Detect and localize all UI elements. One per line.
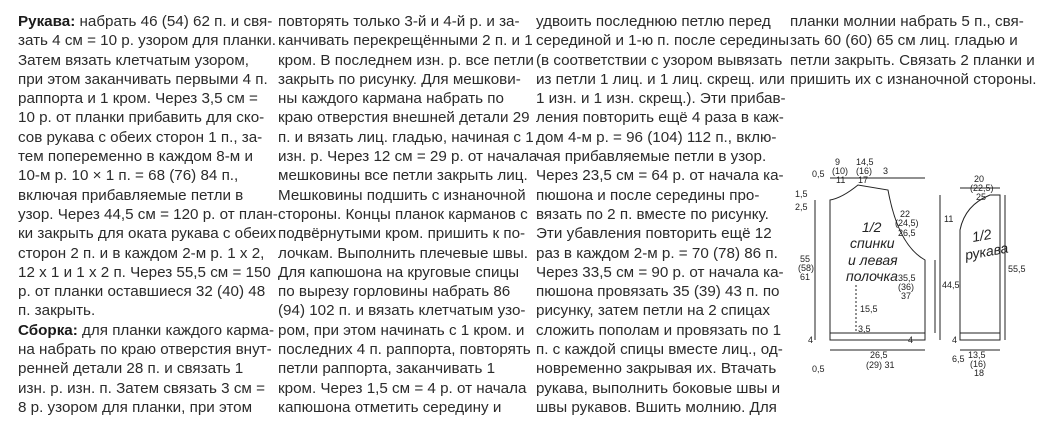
text-line: 12 х 1 и 1 х 2 п. Через 55,5 см = 150 bbox=[18, 263, 271, 281]
text-line: чая прибавляемые петли в узор. bbox=[536, 148, 767, 166]
text-line: раз в каждом 2-м р. = 70 (78) 86 п. bbox=[536, 244, 778, 262]
measure: 14,5 bbox=[856, 157, 874, 167]
sleeve-label-2: рукава bbox=[963, 239, 1010, 263]
text-line: раппорта и 1 кром. Через 3,5 см = bbox=[18, 90, 258, 108]
text-line: (94) 102 п. и вязать клетчатым узо- bbox=[278, 302, 526, 320]
text-line: закрыть по рисунку. Для мешкови- bbox=[278, 70, 521, 88]
text-line: краю отверстия внешней детали 29 bbox=[278, 109, 530, 127]
text-line: Сборка: для планки каждого карма- bbox=[18, 321, 275, 339]
text-line: 10 р. от планки прибавить для ско- bbox=[18, 109, 265, 127]
body-label-3: и левая bbox=[848, 252, 898, 268]
text-column-2 bbox=[278, 12, 538, 417]
text-line: сложить пополам и провязать по 1 bbox=[536, 321, 782, 339]
text-line: пришить их с изнаночной стороны. bbox=[790, 70, 1037, 88]
measure: 4 bbox=[808, 335, 814, 345]
text-line: включая прибавляемые петли в bbox=[18, 186, 244, 204]
measure: 20 bbox=[974, 174, 985, 184]
text-line: Рукава: набрать 46 (54) 62 п. и свя- bbox=[18, 13, 273, 30]
measure: 11 bbox=[836, 175, 846, 185]
measure: 3 bbox=[883, 166, 889, 176]
text-line: зать 60 (60) 65 см лиц. гладью и bbox=[790, 32, 1018, 50]
body-label-1: 1/2 bbox=[862, 219, 882, 235]
measure: 0,5 bbox=[812, 364, 825, 374]
measure: 1,5 bbox=[795, 189, 808, 199]
text-column-1 bbox=[18, 12, 278, 417]
measure: 37 bbox=[901, 291, 912, 301]
text-line: тем попеременно в каждом 8-м и bbox=[18, 148, 253, 166]
text-line: дом 4-м р. = 96 (104) 112 п., вклю- bbox=[536, 128, 777, 146]
text-line: Через 23,5 см = 64 р. от начала ка- bbox=[536, 167, 784, 185]
measure: 22 bbox=[900, 209, 911, 219]
measure: 6,5 bbox=[952, 354, 965, 364]
text-line: зать 4 см = 10 р. узором для планки. bbox=[18, 32, 276, 50]
section-heading-assembly: Сборка: bbox=[18, 321, 78, 339]
text-line: лочкам. Выполнить плечевые швы. bbox=[278, 244, 528, 262]
measure: 4 bbox=[908, 335, 914, 345]
text-line: Через 33,5 см = 90 р. от начала ка- bbox=[536, 263, 784, 281]
text-line: удвоить последнюю петлю перед bbox=[536, 13, 771, 30]
measure: (16) bbox=[970, 359, 987, 369]
measure: (24,5) bbox=[895, 218, 919, 228]
measure: 9 bbox=[835, 157, 841, 167]
text-line: последних 4 п. раппорта, повторять bbox=[278, 341, 531, 359]
body-label-4: полочка bbox=[846, 268, 898, 284]
text-line: рисунку, затем петли на 2 спицах bbox=[536, 302, 770, 320]
sleeve-piece-outline bbox=[960, 195, 1000, 340]
measure: 4 bbox=[952, 335, 958, 345]
text-line: пюшона провязать 35 (39) 43 п. по bbox=[536, 283, 780, 301]
text-line: на набрать по краю отверстия внут- bbox=[18, 341, 272, 359]
text-line: капюшона отметить середину и bbox=[278, 398, 502, 416]
text-line: 1 изн. и 1 изн. скрещ.). Эти прибав- bbox=[536, 90, 786, 108]
text-line: рукава, выполнить боковые швы и bbox=[536, 379, 781, 397]
text-line: ром, при этом начинать с 1 кром. и bbox=[278, 321, 525, 339]
text-line: новременно закрывая их. Втачать bbox=[536, 360, 777, 378]
text-line: Эти убавления повторить ещё 12 bbox=[536, 225, 772, 243]
text-line: повторять только 3-й и 4-й р. и за- bbox=[278, 13, 520, 30]
text-line: сторон 2 п. и в каждом 2-м р. 1 х 2, bbox=[18, 244, 265, 262]
text-line: кром. Через 1,5 см = 4 р. от начала bbox=[278, 379, 527, 397]
measure: 13,5 bbox=[968, 350, 986, 360]
measure: (10) bbox=[832, 166, 849, 176]
text-line: петли раппорта, заканчивать 1 bbox=[278, 360, 496, 378]
text-line: пюшона и после середины про- bbox=[536, 186, 760, 204]
text-line: планки молнии набрать 5 п., свя- bbox=[790, 13, 1024, 30]
measure: 0,5 bbox=[812, 169, 825, 179]
text-line: п. и вязать лиц. гладью, начиная с 1 bbox=[278, 128, 534, 146]
text-line: из петли 1 лиц. и 1 лиц. скрещ. или bbox=[536, 70, 785, 88]
measure: 25 bbox=[976, 192, 987, 202]
measure: 18 bbox=[974, 368, 985, 378]
text-line: при этом заканчивать первыми 4 п. bbox=[18, 70, 268, 88]
text-line: узор. Через 44,5 см = 120 р. от план- bbox=[18, 205, 278, 223]
text-line: Затем вязать клетчатым узором, bbox=[18, 51, 249, 69]
text-line: петли закрыть. Связать 2 планки и bbox=[790, 51, 1035, 69]
text-column-4 bbox=[790, 12, 1040, 89]
text-line: 10-м р. 10 × 1 п. = 68 (76) 84 п., bbox=[18, 167, 239, 185]
measure: 2,5 bbox=[795, 202, 808, 212]
measure: 17 bbox=[858, 175, 869, 185]
text-line: п. с каждой спицы вместе лиц., од- bbox=[536, 341, 783, 359]
text-line: изн. р. Через 12 см = 29 р. от начала bbox=[278, 148, 538, 166]
text-line: сов рукава с обеих сторон 1 п., за- bbox=[18, 128, 263, 146]
text-line: п. закрыть. bbox=[18, 302, 96, 320]
text-line: Для капюшона на круговые спицы bbox=[278, 263, 520, 281]
measure: 44,5 bbox=[942, 280, 960, 290]
text-line: стороны. Концы планок карманов с bbox=[278, 205, 528, 223]
measure: 61 bbox=[800, 272, 811, 282]
text-line: (в соответствии с узором вывязать bbox=[536, 51, 783, 69]
measure: (36) bbox=[898, 282, 915, 292]
pattern-schema-diagram bbox=[790, 150, 1040, 380]
text-line: Мешковины подшить с изнаночной bbox=[278, 186, 526, 204]
text-line: р. от планки оставшиеся 32 (40) 48 bbox=[18, 283, 266, 301]
text-line: канчивать перекрещёнными 2 п. и 1 bbox=[278, 32, 533, 50]
body-label-2: спинки bbox=[850, 235, 895, 251]
text-line: вязать по 2 п. вместе по рисунку. bbox=[536, 205, 769, 223]
text-line: швы рукавов. Вшить молнию. Для bbox=[536, 398, 777, 416]
measure: 3,5 bbox=[858, 324, 871, 334]
text-line: подвёрнутыми кром. пришить к по- bbox=[278, 225, 526, 243]
measure: 15,5 bbox=[860, 304, 878, 314]
section-heading-sleeves: Рукава: bbox=[18, 13, 76, 30]
sleeve-label-1: 1/2 bbox=[970, 225, 993, 245]
text-line: по вырезу горловины набрать 86 bbox=[278, 283, 511, 301]
text-line: мешковины все петли закрыть лиц. bbox=[278, 167, 528, 185]
measure: 55 bbox=[800, 254, 811, 264]
measure: 55,5 bbox=[1008, 264, 1026, 274]
text-line: ки закрыть для оката рукава с обеих bbox=[18, 225, 277, 243]
text-line: ренней детали 28 п. и связать 1 bbox=[18, 360, 244, 378]
measure: (58) bbox=[798, 263, 815, 273]
measure: 26,5 bbox=[870, 350, 888, 360]
measure: (22,5) bbox=[970, 183, 994, 193]
text-line: кром. В последнем изн. р. все петли bbox=[278, 51, 534, 69]
text-line: серединой и 1-ю п. после середины bbox=[536, 32, 790, 50]
text-line: ны каждого кармана набрать по bbox=[278, 90, 504, 108]
measure: 26,5 bbox=[898, 228, 916, 238]
measure: 11 bbox=[944, 214, 954, 224]
sleeve-band bbox=[960, 333, 1000, 340]
measure: 35,5 bbox=[898, 273, 916, 283]
text-column-3 bbox=[536, 12, 790, 417]
text-line: 8 р. узором для планки, при этом bbox=[18, 398, 253, 416]
text-line: ления повторить ещё 4 раза в каж- bbox=[536, 109, 784, 127]
text-line: изн. р. изн. п. Затем связать 3 см = bbox=[18, 379, 265, 397]
measure: (16) bbox=[856, 166, 873, 176]
measure: (29) 31 bbox=[866, 360, 895, 370]
